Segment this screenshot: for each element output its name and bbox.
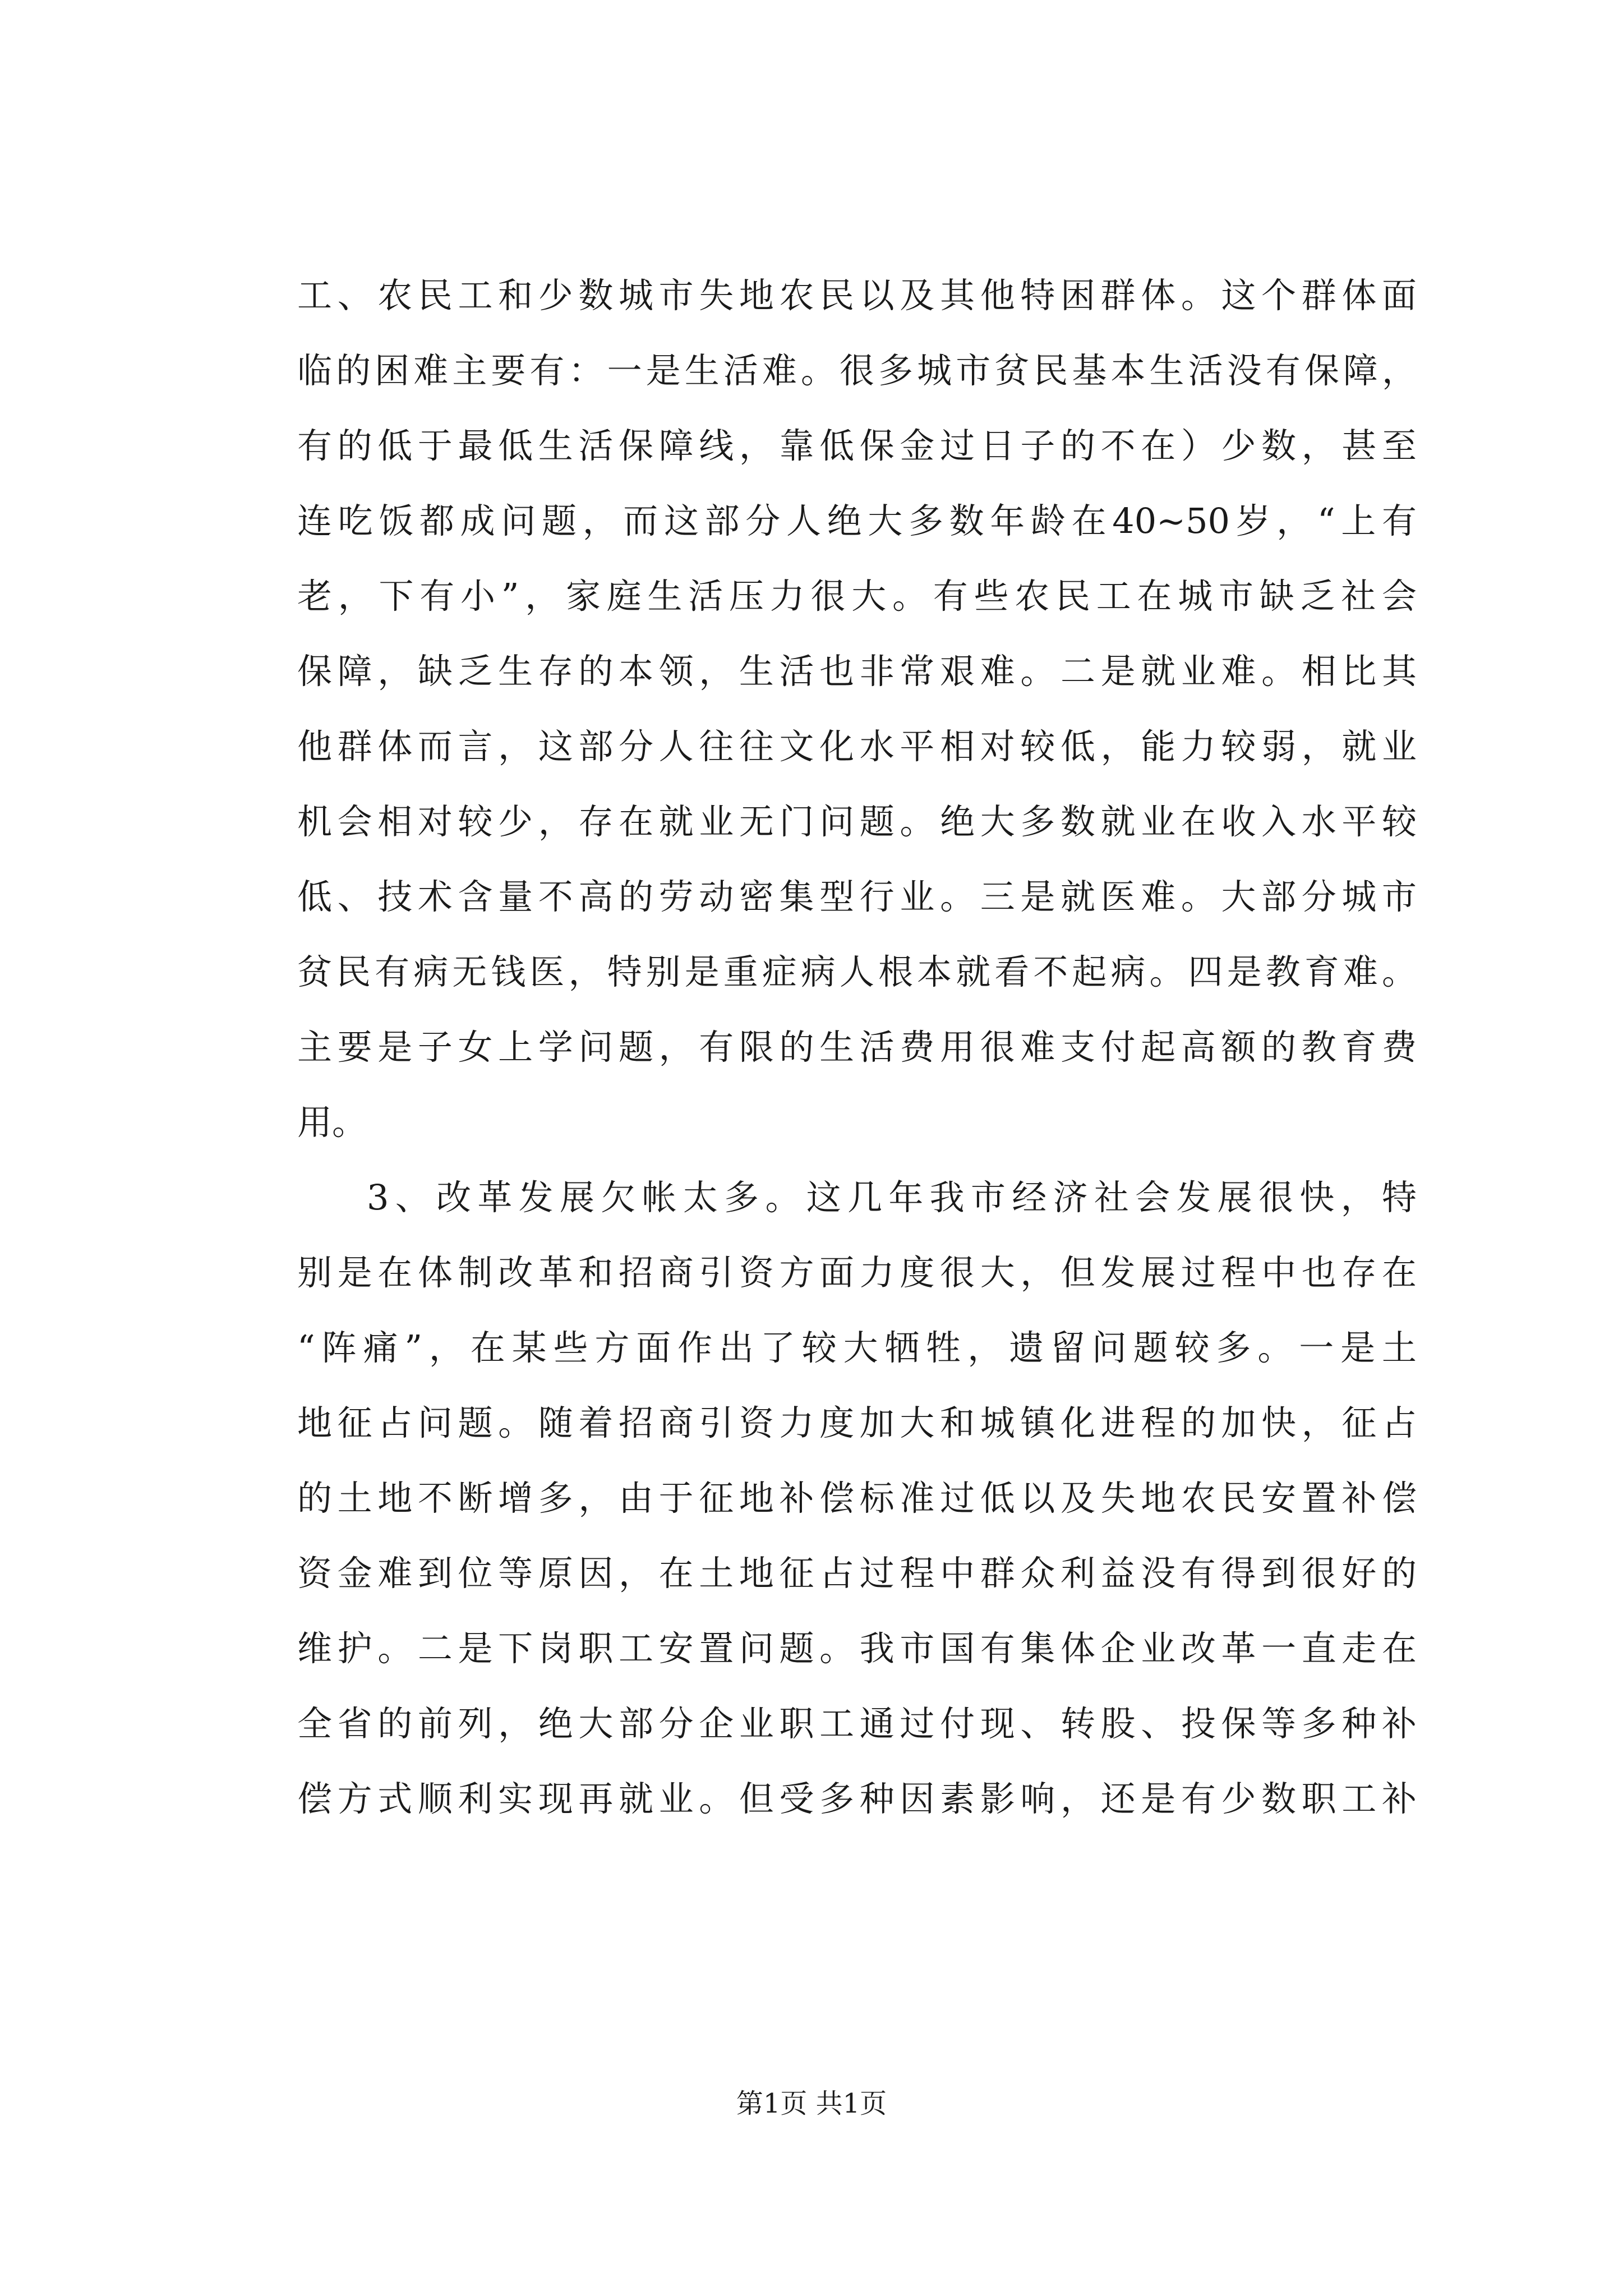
text-line: “阵痛”，在某些方面作出了较大牺牲，遗留问题较多。一是土 [297,1327,1417,1368]
text-line: 资金难到位等原因，在土地征占过程中群众利益没有得到很好的 [297,1553,1417,1594]
document-body [297,258,1417,1837]
text-line: 他群体而言，这部分人往往文化水平相对较低，能力较弱，就业 [297,726,1417,767]
text-line: 维护。二是下岗职工安置问题。我市国有集体企业改革一直走在 [297,1628,1417,1669]
text-line: 用。 [297,1102,367,1143]
text-line: 有的低于最低生活保障线，靠低保金过日子的不在）少数，甚至 [297,425,1417,466]
text-line: 保障，缺乏生存的本领，生活也非常艰难。二是就业难。相比其 [297,651,1417,692]
text-line: 机会相对较少，存在就业无门问题。绝大多数就业在收入水平较 [297,801,1417,842]
text-line: 临的困难主要有：一是生活难。很多城市贫民基本生活没有保障， [297,350,1417,391]
text-line: 连吃饭都成问题，而这部分人绝大多数年龄在40~50岁，“上有 [297,500,1417,541]
text-line: 低、技术含量不高的劳动密集型行业。三是就医难。大部分城市 [297,876,1417,917]
text-line: 主要是子女上学问题，有限的生活费用很难支付起高额的教育费 [297,1027,1417,1068]
text-line: 工、农民工和少数城市失地农民以及其他特困群体。这个群体面 [297,275,1417,316]
text-line: 老，下有小”，家庭生活压力很大。有些农民工在城市缺乏社会 [297,576,1417,616]
text-line: 地征占问题。随着招商引资力度加大和城镇化进程的加快，征占 [297,1402,1417,1443]
page-footer [0,2087,1623,2120]
text-line: 偿方式顺利实现再就业。但受多种因素影响，还是有少数职工补 [297,1778,1417,1819]
text-line: 全省的前列，绝大部分企业职工通过付现、转股、投保等多种补 [297,1703,1417,1744]
page-number-label: 第1页 共1页 [736,2088,887,2119]
text-line: 贫民有病无钱医，特别是重症病人根本就看不起病。四是教育难。 [297,951,1417,992]
text-line: 别是在体制改革和招商引资方面力度很大，但发展过程中也存在 [297,1252,1417,1293]
text-line: 的土地不断增多，由于征地补偿标准过低以及失地农民安置补偿 [297,1478,1417,1519]
paragraph-first-line: 3、改革发展欠帐太多。这几年我市经济社会发展很快，特 [367,1177,1417,1218]
